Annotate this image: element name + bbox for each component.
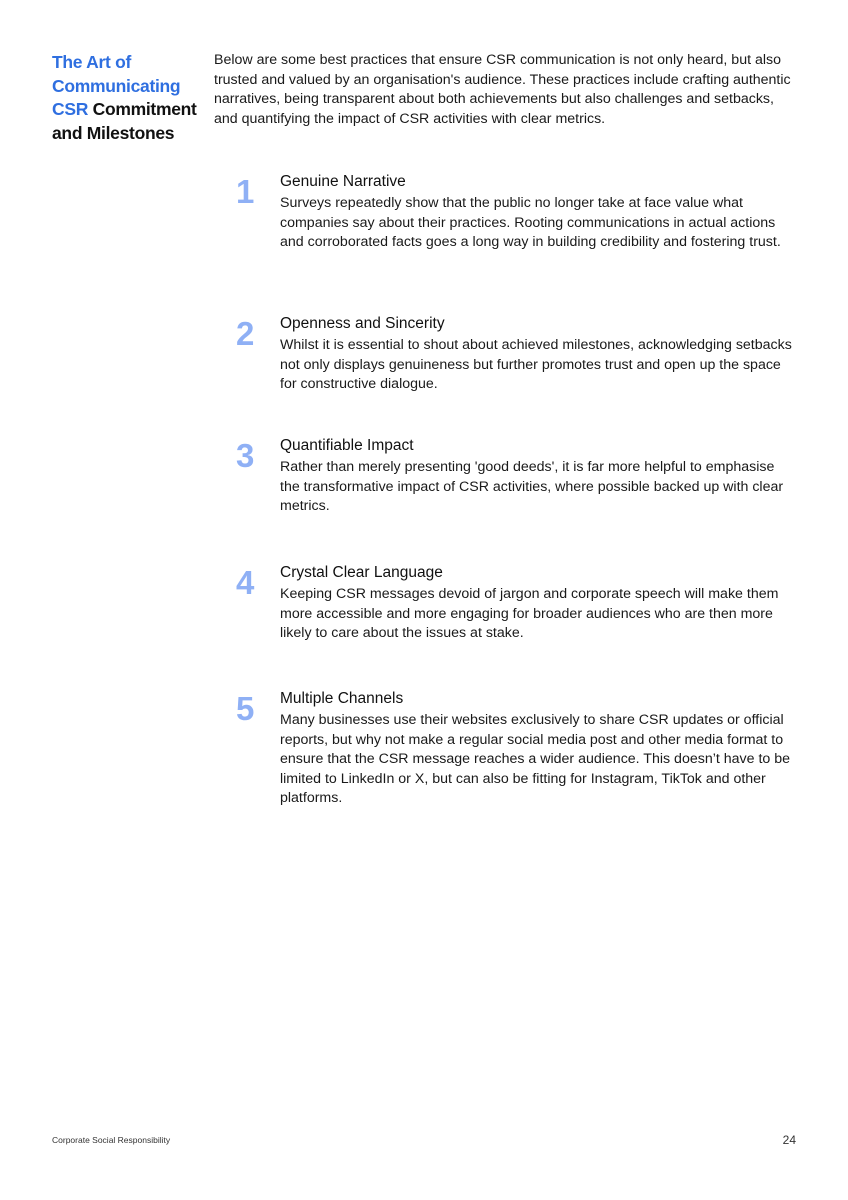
footer-document-title: Corporate Social Responsibility — [52, 1135, 171, 1145]
section-heading-blue: The Art of Communicating CSR — [52, 52, 181, 119]
intro-paragraph: Below are some best practices that ensure CSR communication is not only heard, but also trusted and valued by an organisation's audience. These practices include crafting authentic narratives, being transparent about both achievements but also challenges and setbacks, and quantifying the impact of CSR activities with clear metrics. — [214, 52, 791, 127]
item-number: 3 — [236, 437, 255, 474]
item-number: 1 — [236, 173, 255, 210]
page-number: 24 — [782, 1133, 796, 1147]
item-title: Quantifiable Impact — [280, 437, 414, 454]
item-body: Many businesses use their websites exclusively to share CSR updates or official reports, but why not make a regular social media post and other media format to ensure that the CSR message reaches a wider audience. This doesn’t have to be limited to LinkedIn or X, but can also be fitting for Instagram, TikTok and other platforms. — [280, 712, 791, 806]
item-body: Keeping CSR messages devoid of jargon and corporate speech will make them more accessible and more engaging for broader audiences who are then more likely to care about the issues at stake. — [280, 586, 779, 641]
item-title: Openness and Sincerity — [280, 315, 445, 332]
item-body: Whilst it is essential to shout about achieved milestones, acknowledging setbacks not only displays genuineness but further promotes trust and open up the space for constructive dialogue. — [280, 337, 792, 392]
item-body: Surveys repeatedly show that the public no longer take at face value what companies say about their practices. Rooting communications in actual actions and corroborated facts goes a long way in building credibility and fostering trust. — [280, 195, 781, 250]
item-number: 4 — [236, 564, 255, 601]
item-title: Crystal Clear Language — [280, 564, 443, 581]
section-heading — [52, 51, 202, 145]
item-number: 5 — [236, 690, 255, 727]
item-title: Genuine Narrative — [280, 173, 406, 190]
item-body: Rather than merely presenting 'good deeds', it is far more helpful to emphasise the transformative impact of CSR activities, where possible backed up with clear metrics. — [280, 459, 784, 514]
item-number: 2 — [236, 315, 255, 352]
item-title: Multiple Channels — [280, 690, 404, 707]
section-heading-dark: Commitment and Milestones — [52, 99, 197, 143]
